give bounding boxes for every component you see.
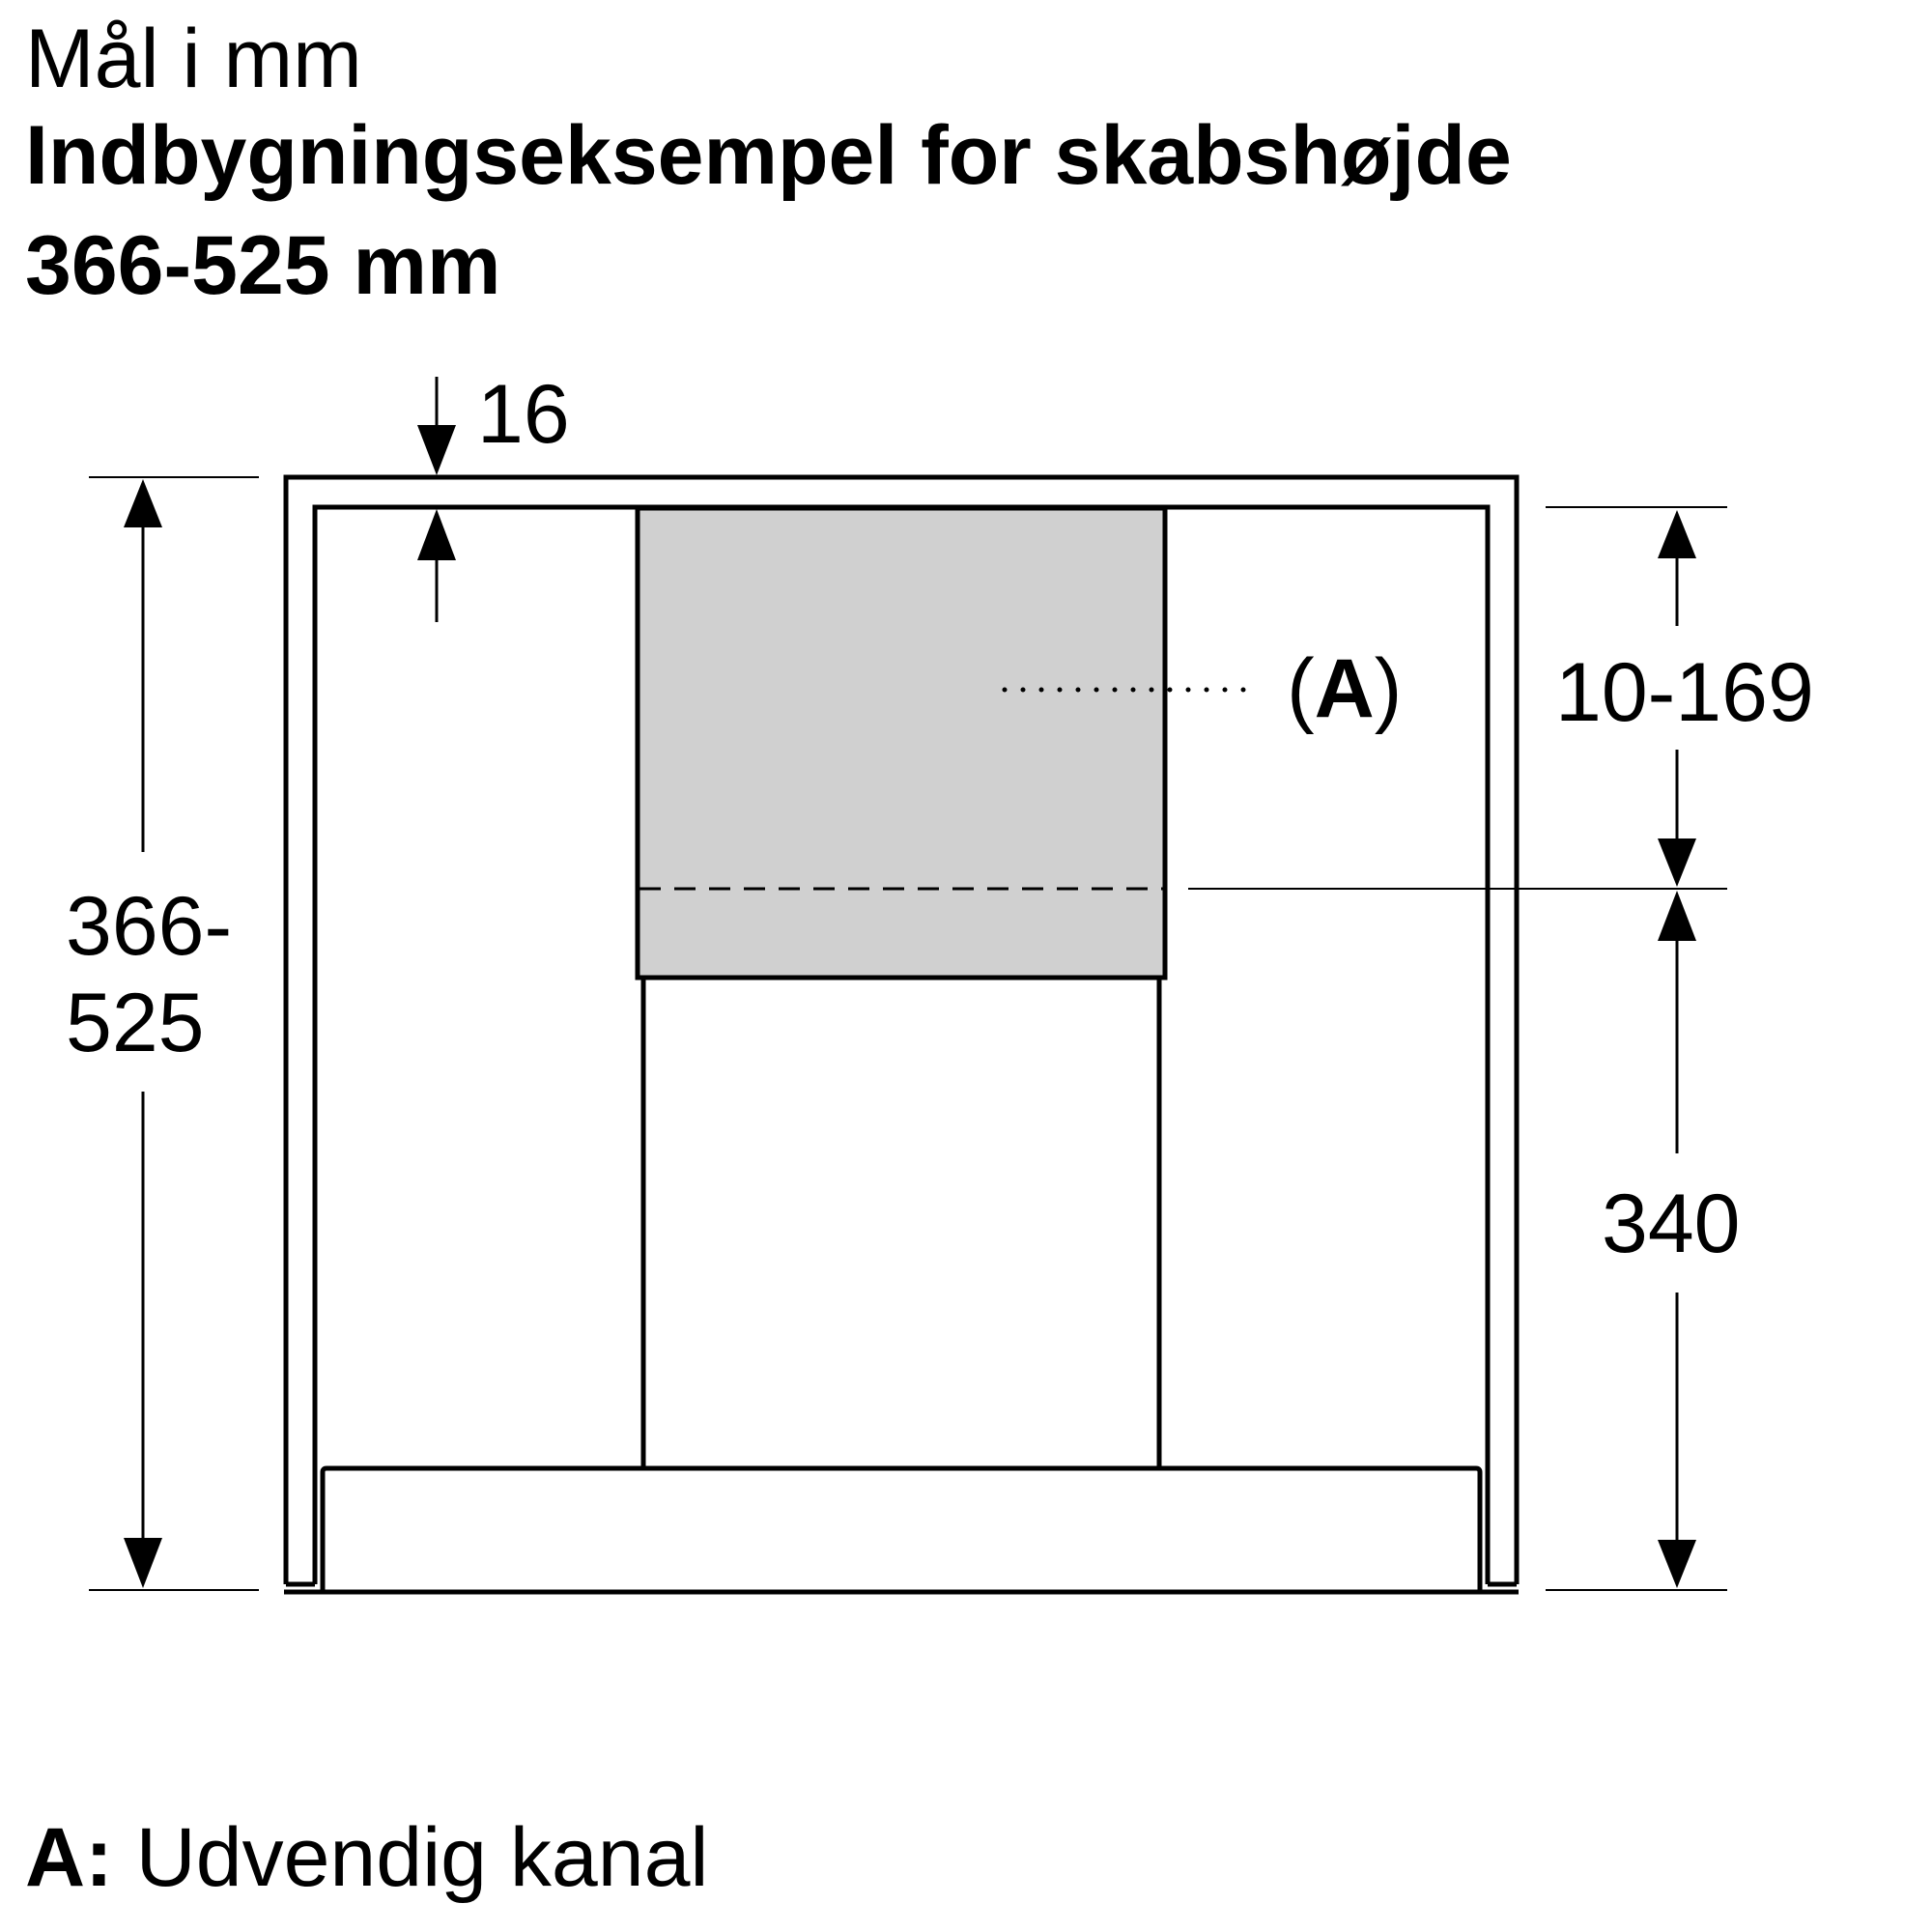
- duct-range-arrow-down-icon: [1658, 838, 1696, 887]
- duct-range-label: 10-169: [1555, 646, 1814, 739]
- board-thickness-label: 16: [477, 368, 570, 461]
- cabinet-height-label-line2: 525: [66, 977, 205, 1069]
- legend-key: A:: [25, 1811, 113, 1904]
- legend: [25, 1811, 709, 1904]
- diagram-subtitle: 366-525 mm: [25, 219, 501, 312]
- thickness-arrow-up-icon: [417, 509, 456, 560]
- thickness-arrow-down-icon: [417, 425, 456, 475]
- legend-text: Udvendig kanal: [135, 1811, 709, 1904]
- callout-label: (A): [1287, 642, 1403, 735]
- hood-height-arrow-down-icon: [1658, 1540, 1696, 1588]
- external-duct: [638, 508, 1165, 978]
- diagram-title: Indbygningseksempel for skabshøjde: [25, 109, 1512, 202]
- cabinet-height-arrow-up-icon: [124, 479, 162, 527]
- hood-height-arrow-up-icon: [1658, 891, 1696, 941]
- hood-height-label: 340: [1602, 1178, 1741, 1270]
- duct-range-arrow-up-icon: [1658, 510, 1696, 558]
- hood-base-panel: [323, 1468, 1480, 1592]
- units-note: Mål i mm: [25, 13, 362, 105]
- cabinet-height-arrow-down-icon: [124, 1538, 162, 1588]
- cabinet-height-label-line1: 366-: [66, 880, 233, 973]
